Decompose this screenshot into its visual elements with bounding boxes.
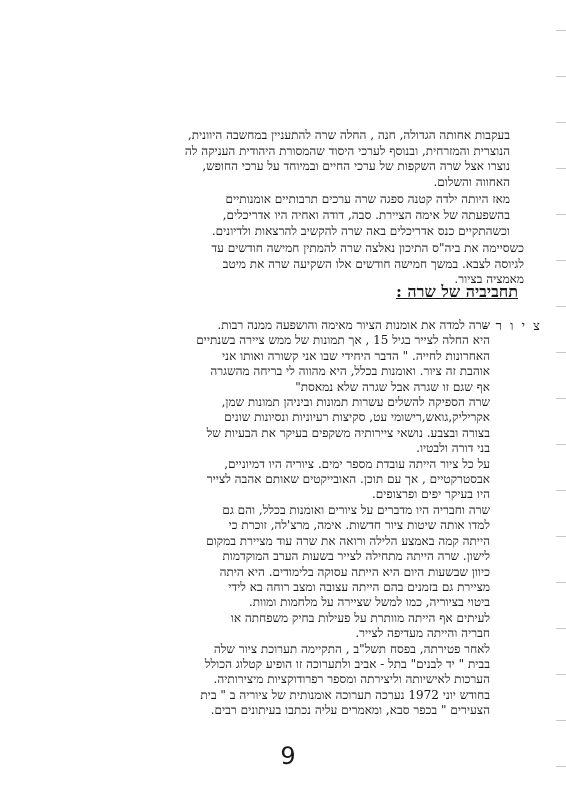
intro-paragraph-3: כשסיימה את ביה"ס התיכון נאלצה שרה להמתין חמישה חודשים עד לגיוסה לצבא. במשך חמישה חודשים אלו השקיעה שרה את מיטב מאמציה בציור. (211, 241, 524, 287)
body-paragraph-1: שרה למדה את אומנות הציור מאימה והושפעה ממנה רבות. היא החלה לצייר בגיל 15 , אך תמונות של ממש ציירה בשנתיים האחרונות לחייה. " הדבר היחידי שבו אני קשורה ואותו אני אוהבת זה ציור. ואומנות בכלל, היא מהווה לי בריחה מהשגרה אף שגם זו שגרה אבל שגרה שלא נמאסת" (196, 318, 490, 394)
edge-mark (556, 628, 566, 629)
body-paragraph-2: שרה הספיקה להשלים עשרות תמונות וביניהן תמונות שמן, אקרילי​ק,גואש,רישומי עט, סקיצות רעיוניות ונסיונות שונים בצורה ובצבע. נושאי ציירותיה משקפים בעיקר את הבעיות של בני דורה ולבטיו. (206, 395, 490, 456)
edge-mark (556, 582, 566, 583)
painting-section (92, 318, 490, 719)
edge-mark (556, 444, 566, 445)
edge-mark (556, 766, 566, 767)
intro-paragraph-1: בעקבות אחותה הגדולה, חנה , החלה שרה להתעניין במחשבה היוונית, הנוצרית והמזרחית, ובנוסף לערכי היסוד שהמסורת היהודית העניקה לה נוצרו אצל שרה השקפות של ערכי החיים ובמיוחד על ערכי החופש, האחווה והשלום. (184, 128, 510, 189)
body-paragraph-3: על כל ציור הייתה עובדת מספר ימים. ציוריה היו דמיוניים, אבסטרקטיים , אך עם תוכן. האובייקטים שאותם אהבה לצייר היו בעיקר יפים ופרצופים. (206, 456, 490, 502)
edge-mark (556, 674, 566, 675)
edge-mark (556, 30, 566, 31)
edge-mark (556, 260, 566, 261)
edge-mark (556, 306, 566, 307)
edge-mark (556, 122, 566, 123)
edge-mark (556, 398, 566, 399)
painting-side-label: צ י ו ר - (483, 319, 542, 334)
edge-mark (556, 720, 566, 721)
edge-mark (556, 168, 566, 169)
section-heading: תחביביה של שרה : (395, 282, 518, 301)
edge-mark (556, 214, 566, 215)
edge-mark (556, 76, 566, 77)
edge-mark (556, 352, 566, 353)
body-paragraph-6: לאחר פטירתה, בפסח תשל"ב , התקיימה תערוכת ציור שלה בבית " יד לבנים" בתל - אביב ולתערוכה זו הופיע קטלוג הכולל הערכות לאישיותה וליצירתה ומספר רפרודוקציות מיצירותיה. בחודש יוני 1972 נערכה תערוכה אומנותית של ציוריה ב " בית הצעירים " בכפר סבא, ומאמרים עליה נכתבו בעיתונים רבים. (200, 641, 490, 718)
body-paragraph-4: שרה וחבריה היו מדברים על ציורים ואומנות בכלל, והם גם למדו אותה שיטות ציור חדשות. אימה, מרצ'לה, זוכרת כי הייתה קמה באמצע הלילה ורואה את שרה עוד מציירת במקום לישון. שרה הייתה מתחילה לצייר בשעות הערב המוקדמות כיוון שבשעות היום היא הייתה עסוקה בלימודים. היא היתה מציירת גם בזמנים בהם הייתה עצובה ומצב רוחה בא לידי ביטוי בציוריה, כמו למשל שציירה על מלחמות ומוות. (206, 502, 490, 610)
edge-mark (556, 536, 566, 537)
page-edge-marks (554, 0, 566, 800)
body-paragraph-5: לעיתים אף הייתה מוותרת על פעילות בחיק משפחתה או חבריה והייתה מעדיפה לצייר. (230, 610, 490, 641)
intro-section (96, 128, 524, 288)
intro-paragraph-2: מאז היותה ילדה קטנה ספגה שרה ערכים תרבותיים אומנותיים בהשפעתה של אימה הציירת. סבה, דודה ואחיה היו אדריכלים, וכשהתקיים כנס אדריכלים באה שרה להקשיב להרצאות ולדיונים. (211, 192, 510, 238)
page-number: 9 (280, 742, 296, 770)
edge-mark (556, 490, 566, 491)
